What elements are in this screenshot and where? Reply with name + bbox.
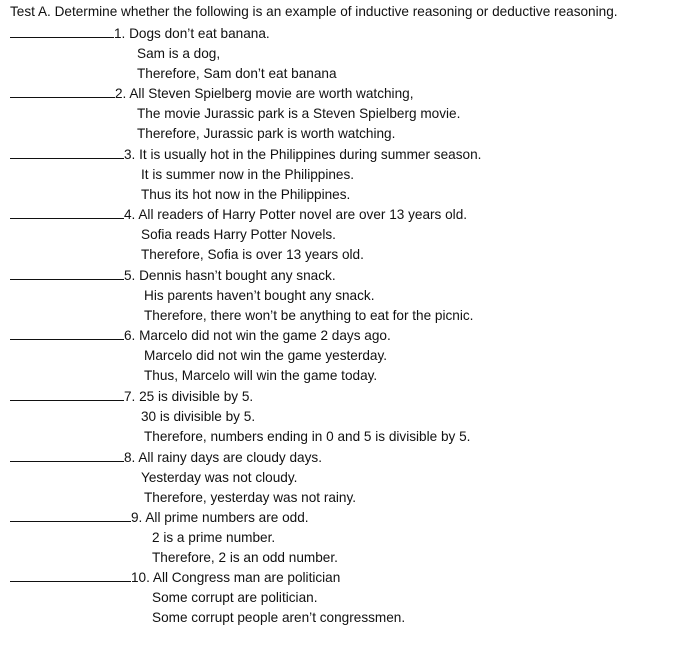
premise-line: Sofia reads Harry Potter Novels. bbox=[141, 227, 336, 242]
question-7 bbox=[10, 385, 470, 447]
question-prompt: 10. All Congress man are politician bbox=[131, 570, 341, 585]
question-prompt: 3. It is usually hot in the Philippines during summer season. bbox=[124, 147, 482, 162]
premise-line: 30 is divisible by 5. bbox=[141, 409, 256, 424]
answer-blank[interactable] bbox=[10, 506, 131, 522]
conclusion-line: Therefore, numbers ending in 0 and 5 is divisible by 5. bbox=[144, 429, 471, 444]
conclusion-line: Therefore, Sofia is over 13 years old. bbox=[141, 247, 364, 262]
question-prompt: 1. Dogs don’t eat banana. bbox=[114, 26, 270, 41]
answer-blank[interactable] bbox=[10, 22, 114, 38]
question-6 bbox=[10, 324, 391, 386]
question-5 bbox=[10, 264, 473, 326]
question-9 bbox=[10, 506, 338, 568]
answer-blank[interactable] bbox=[10, 82, 115, 98]
question-prompt: 2. All Steven Spielberg movie are worth watching, bbox=[115, 86, 414, 101]
conclusion-line: Thus, Marcelo will win the game today. bbox=[144, 368, 378, 383]
premise-line: His parents haven’t bought any snack. bbox=[144, 288, 375, 303]
question-prompt: 6. Marcelo did not win the game 2 days ago. bbox=[124, 328, 391, 343]
conclusion-line: Thus its hot now in the Philippines. bbox=[141, 187, 351, 202]
conclusion-line: Therefore, Sam don’t eat banana bbox=[137, 66, 337, 81]
question-prompt: 7. 25 is divisible by 5. bbox=[124, 389, 254, 404]
answer-blank[interactable] bbox=[10, 566, 131, 582]
question-prompt: 5. Dennis hasn’t bought any snack. bbox=[124, 268, 336, 283]
question-8 bbox=[10, 446, 356, 508]
test-title: Test A. Determine whether the following is an example of inductive reasoning or deductive reasoning. bbox=[10, 4, 618, 19]
answer-blank[interactable] bbox=[10, 446, 124, 462]
premise-line: Yesterday was not cloudy. bbox=[141, 470, 298, 485]
premise-line: 2 is a prime number. bbox=[152, 530, 276, 545]
premise-line: Sam is a dog, bbox=[137, 46, 221, 61]
conclusion-line: Therefore, yesterday was not rainy. bbox=[144, 490, 357, 505]
answer-blank[interactable] bbox=[10, 264, 124, 280]
answer-blank[interactable] bbox=[10, 324, 124, 340]
question-prompt: 4. All readers of Harry Potter novel are over 13 years old. bbox=[124, 207, 468, 222]
conclusion-line: Therefore, 2 is an odd number. bbox=[152, 550, 338, 565]
conclusion-line: Therefore, there won’t be anything to eat for the picnic. bbox=[144, 308, 474, 323]
question-3 bbox=[10, 143, 481, 205]
premise-line: It is summer now in the Philippines. bbox=[141, 167, 355, 182]
question-10 bbox=[10, 566, 405, 628]
question-prompt: 9. All prime numbers are odd. bbox=[131, 510, 309, 525]
conclusion-line: Therefore, Jurassic park is worth watching. bbox=[137, 126, 396, 141]
question-1 bbox=[10, 22, 337, 84]
question-2 bbox=[10, 82, 460, 144]
premise-line: The movie Jurassic park is a Steven Spielberg movie. bbox=[137, 106, 461, 121]
premise-line: Some corrupt are politician. bbox=[152, 590, 318, 605]
question-4 bbox=[10, 203, 467, 265]
answer-blank[interactable] bbox=[10, 143, 124, 159]
answer-blank[interactable] bbox=[10, 203, 124, 219]
premise-line: Marcelo did not win the game yesterday. bbox=[144, 348, 388, 363]
conclusion-line: Some corrupt people aren’t congressmen. bbox=[152, 610, 406, 625]
answer-blank[interactable] bbox=[10, 385, 124, 401]
question-prompt: 8. All rainy days are cloudy days. bbox=[124, 450, 322, 465]
